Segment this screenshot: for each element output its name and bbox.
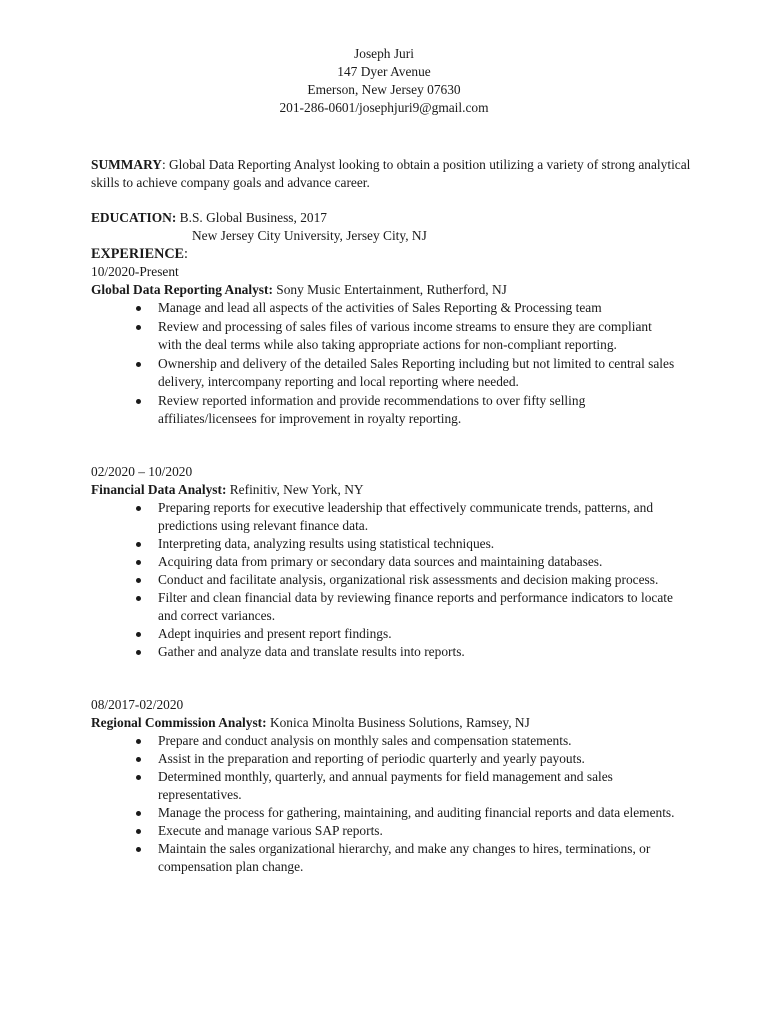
job-duty: Maintain the sales organizational hierarchy, and make any changes to hires, terminations, or compensation plan change. xyxy=(91,840,678,876)
job-duty: Execute and manage various SAP reports. xyxy=(91,822,678,840)
job-dates: 08/2017-02/2020 xyxy=(91,697,184,712)
job-duty: Assist in the preparation and reporting of periodic quarterly and yearly payouts. xyxy=(91,750,678,768)
education-degree: B.S. Global Business, 2017 xyxy=(176,210,327,225)
job-title-line xyxy=(91,714,691,732)
education-label: EDUCATION: xyxy=(91,210,177,225)
contact-header xyxy=(0,45,768,117)
job-title-line xyxy=(91,481,691,499)
summary-label: SUMMARY xyxy=(91,157,162,172)
job-entry xyxy=(91,463,691,661)
job-dates: 02/2020 – 10/2020 xyxy=(91,464,193,479)
job-duty: Adept inquiries and present report findings. xyxy=(91,625,678,643)
job-duty: Gather and analyze data and translate results into reports. xyxy=(91,643,678,661)
summary-section xyxy=(91,156,691,192)
experience-colon: : xyxy=(184,246,188,262)
job-duty: Acquiring data from primary or secondary data sources and maintaining databases. xyxy=(91,553,678,571)
job-entry xyxy=(91,696,691,876)
job-duty: Ownership and delivery of the detailed Sales Reporting including but not limited to central sales delivery, intercompany reporting and local reporting where needed. xyxy=(91,355,678,391)
job-duty: Interpreting data, analyzing results using statistical techniques. xyxy=(91,535,678,553)
phone-email: 201-286-0601/josephjuri9@gmail.com xyxy=(279,100,489,115)
job-duty: Manage the process for gathering, maintaining, and auditing financial reports and data elements. xyxy=(91,804,678,822)
job-company: Refinitiv, New York, NY xyxy=(226,482,364,497)
education-school: New Jersey City University, Jersey City, NJ xyxy=(192,228,427,243)
job-title: Global Data Reporting Analyst: xyxy=(91,282,273,297)
job-duty: Manage and lead all aspects of the activities of Sales Reporting & Processing team xyxy=(91,299,678,317)
job-title: Financial Data Analyst: xyxy=(91,482,227,497)
job-duty: Review reported information and provide recommendations to over fifty selling affiliates/licensees for improvement in royalty reporting. xyxy=(91,392,678,428)
summary-text: : Global Data Reporting Analyst looking to obtain a position utilizing a variety of strong analytical skills to achieve company goals and advance career. xyxy=(91,157,691,190)
job-company: Sony Music Entertainment, Rutherford, NJ xyxy=(272,282,507,297)
job-duty: Filter and clean financial data by reviewing finance reports and performance indicators to locate and correct variances. xyxy=(91,589,678,625)
city-address: Emerson, New Jersey 07630 xyxy=(307,82,461,97)
experience-heading xyxy=(91,245,691,263)
job-duty: Determined monthly, quarterly, and annual payments for field management and sales representatives. xyxy=(91,768,678,804)
education-section xyxy=(91,209,691,227)
street-address: 147 Dyer Avenue xyxy=(337,64,431,79)
job-entry xyxy=(91,263,691,429)
experience-label: EXPERIENCE xyxy=(91,246,185,262)
job-title: Regional Commission Analyst: xyxy=(91,715,267,730)
job-duties-list xyxy=(91,499,691,661)
job-dates: 10/2020-Present xyxy=(91,264,179,279)
job-title-line xyxy=(91,281,691,299)
job-company: Konica Minolta Business Solutions, Ramsey, NJ xyxy=(266,715,530,730)
job-duty: Prepare and conduct analysis on monthly sales and compensation statements. xyxy=(91,732,678,750)
applicant-name: Joseph Juri xyxy=(354,46,414,61)
job-duty: Preparing reports for executive leadership that effectively communicate trends, patterns, and predictions using relevant finance data. xyxy=(91,499,678,535)
job-duty: Review and processing of sales files of various income streams to ensure they are compliant with the deal terms while also taking appropriate actions for non-compliant reporting. xyxy=(91,318,678,354)
job-duties-list xyxy=(91,299,691,428)
job-duties-list xyxy=(91,732,691,876)
job-duty: Conduct and facilitate analysis, organizational risk assessments and decision making process. xyxy=(91,571,678,589)
